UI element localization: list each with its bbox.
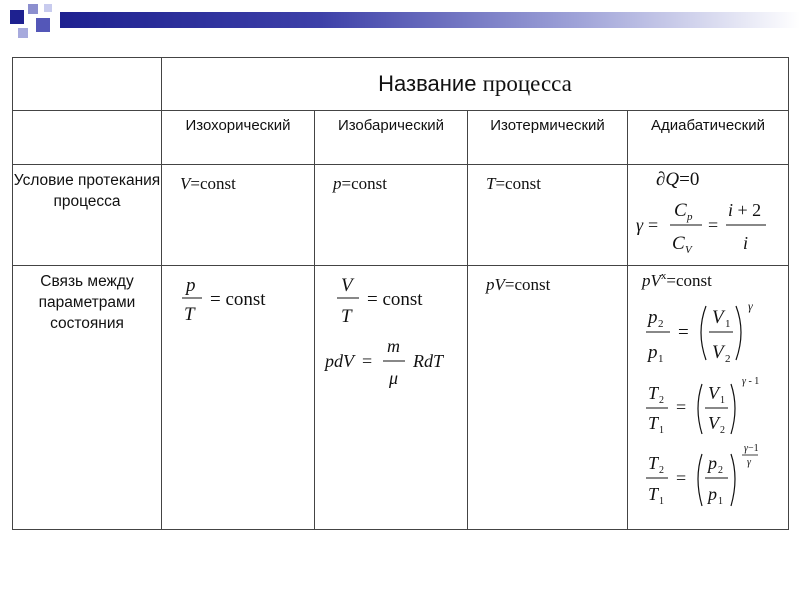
- decor-square: [44, 4, 52, 12]
- svg-text:2: 2: [658, 318, 664, 330]
- svg-text:= const: = const: [367, 289, 423, 310]
- svg-text:V: V: [712, 307, 724, 328]
- svg-text:m: m: [387, 336, 400, 356]
- svg-text:γ: γ: [636, 215, 644, 235]
- svg-text:1: 1: [725, 318, 731, 330]
- svg-text:p: p: [708, 484, 717, 504]
- svg-text:=: =: [676, 397, 687, 417]
- process-table: [12, 57, 789, 530]
- corner-cell: [13, 58, 162, 111]
- table-title: [162, 58, 789, 111]
- svg-text:T: T: [648, 413, 659, 433]
- title-word-2: процесса: [482, 71, 572, 96]
- header-row: [13, 111, 789, 165]
- header-isochoric: Изохорический: [162, 111, 315, 165]
- title-row: [13, 58, 789, 111]
- svg-text:i + 2: i + 2: [728, 200, 762, 220]
- svg-text:1: 1: [659, 496, 664, 507]
- svg-text:=: =: [678, 322, 689, 343]
- svg-text:T: T: [648, 453, 659, 473]
- svg-text:p: p: [186, 275, 196, 296]
- svg-text:= const: = const: [210, 289, 266, 310]
- header-empty-cell: [13, 111, 162, 165]
- rel-isothermal: pV=const: [468, 266, 628, 530]
- svg-text:1: 1: [718, 496, 723, 507]
- cond-isochoric: V=const: [162, 165, 315, 266]
- rel-isochoric: [162, 266, 315, 530]
- svg-text:p: p: [648, 342, 658, 363]
- svg-text:2: 2: [718, 465, 723, 476]
- svg-text:=: =: [676, 468, 687, 488]
- svg-text:p: p: [648, 307, 658, 328]
- row-label-condition: Условие протекания процесса: [13, 165, 162, 266]
- svg-text:p: p: [687, 211, 693, 223]
- svg-text:=: =: [708, 215, 719, 235]
- rel-adiabatic: [628, 266, 789, 530]
- svg-text:2: 2: [659, 395, 664, 406]
- header-isothermal: Изотермический: [468, 111, 628, 165]
- svg-text:γ: γ: [747, 457, 751, 468]
- svg-text:V: V: [708, 383, 719, 403]
- svg-text:∂Q=0: ∂Q=0: [656, 169, 700, 190]
- svg-text:1: 1: [659, 425, 664, 436]
- svg-text:γ - 1: γ - 1: [742, 376, 760, 387]
- svg-text:V: V: [341, 275, 353, 296]
- condition-row: [13, 165, 789, 266]
- adiabatic-condition-formula: [628, 165, 788, 260]
- isobaric-relation-formula: [315, 266, 467, 396]
- title-word-1: Название: [378, 71, 477, 96]
- svg-text:=: =: [362, 351, 373, 371]
- header-adiabatic: Адиабатический: [628, 111, 789, 165]
- svg-text:C: C: [672, 233, 685, 254]
- decor-square: [28, 4, 38, 14]
- header-isobaric: Изобарический: [315, 111, 468, 165]
- svg-text:2: 2: [659, 465, 664, 476]
- svg-text:i: i: [743, 233, 749, 253]
- svg-text:γ: γ: [748, 299, 753, 313]
- adiabatic-relations-formula: [628, 266, 788, 521]
- svg-text:T: T: [648, 383, 659, 403]
- cond-isothermal: T=const: [468, 165, 628, 266]
- decor-square: [10, 10, 24, 24]
- svg-text:V: V: [685, 244, 692, 256]
- svg-text:T: T: [648, 484, 659, 504]
- row-label-relation: Связь между параметрами состояния: [13, 266, 162, 530]
- svg-text:2: 2: [725, 353, 731, 365]
- rel-isobaric: [315, 266, 468, 530]
- svg-text:1: 1: [720, 395, 725, 406]
- svg-text:C: C: [674, 200, 687, 221]
- svg-text:T: T: [341, 306, 352, 327]
- cond-adiabatic: [628, 165, 789, 266]
- svg-text:V: V: [708, 413, 719, 433]
- svg-text:1: 1: [658, 353, 664, 365]
- cond-isobaric: p=const: [315, 165, 468, 266]
- svg-text:μ: μ: [389, 368, 399, 388]
- decor-square: [36, 18, 50, 32]
- isochoric-relation-formula: [162, 266, 312, 326]
- relation-row: [13, 266, 789, 530]
- svg-text:V: V: [712, 342, 724, 363]
- svg-text:=: =: [648, 215, 659, 235]
- svg-text:γ−1: γ−1: [744, 443, 759, 454]
- svg-text:RdT: RdT: [413, 351, 444, 371]
- svg-text:pVx=const: $pV^x=const$: [642, 270, 712, 290]
- svg-text:p: p: [708, 453, 717, 473]
- svg-text:T: T: [184, 304, 195, 325]
- decor-square: [18, 28, 28, 38]
- svg-text:pdV: pdV: [325, 351, 354, 371]
- header-band: [60, 12, 800, 28]
- svg-text:2: 2: [720, 425, 725, 436]
